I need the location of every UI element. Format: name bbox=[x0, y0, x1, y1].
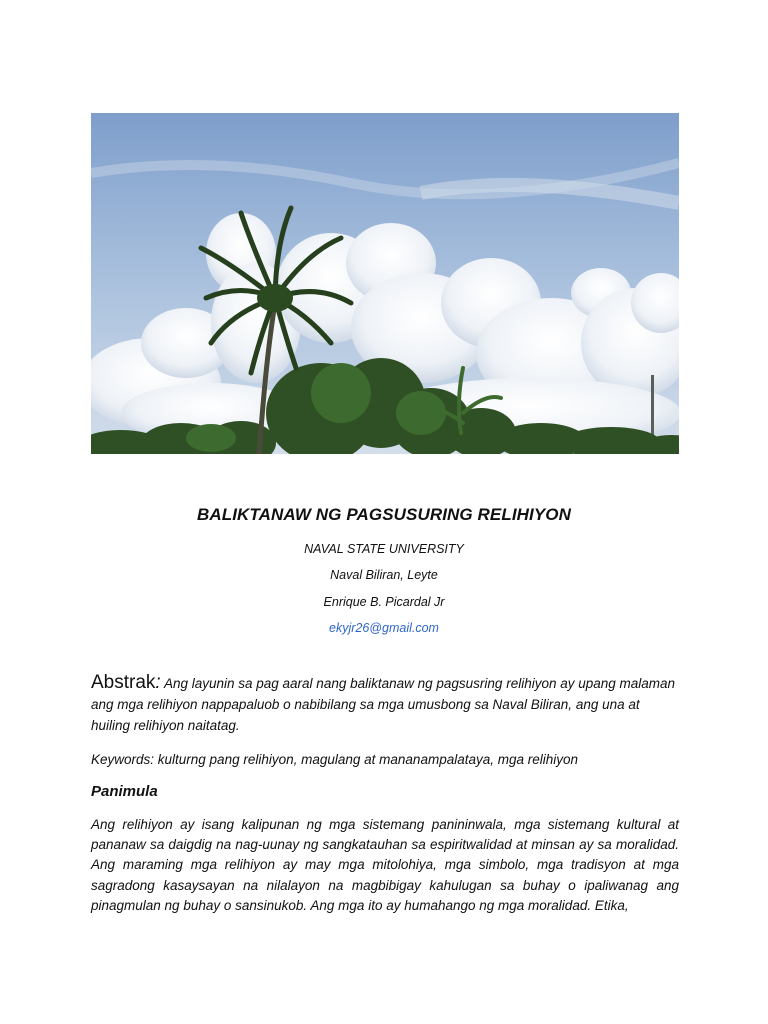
author-name: Enrique B. Picardal Jr bbox=[323, 595, 445, 609]
location: Naval Biliran, Leyte bbox=[330, 568, 438, 582]
abstract-separator: : bbox=[155, 672, 161, 693]
section-body: Ang relihiyon ay isang kalipunan ng mga sistemang panininwala, mga sistemang kultural at pananaw sa daigdig na nag-uunay ng sangkatauhan sa espiritwalidad at minsan ay sa moralidad. Ang maraming mga relihiyon ay may mga mitolohiya, mga simbolo, mga tradisyon at mga sagradong kasaysayan na nilalayon na magbibigay kahulugan sa buhay o ipaliwanag ang pinagmulan ng buhay o sansinukob. Ang mga ito ay humahango ng mga moralidad. Etika, bbox=[91, 817, 679, 913]
paper-title: BALIKTANAW NG PAGSUSURING RELIHIYON bbox=[196, 505, 572, 524]
palm-tree-sky-image bbox=[91, 113, 679, 454]
keywords-line: Keywords: kulturng pang relihiyon, magulang at mananampalataya, mga relihiyon bbox=[91, 752, 579, 767]
header-photo bbox=[91, 113, 679, 454]
abstract-label: Abstrak bbox=[91, 672, 156, 693]
abstract-paragraph bbox=[91, 672, 679, 736]
author-email-link[interactable]: ekyjr26@gmail.com bbox=[329, 621, 439, 635]
section-heading: Panimula bbox=[91, 783, 158, 800]
abstract-text: Ang layunin sa pag aaral nang baliktanaw ng pagsusring relihiyon ay upang malaman ang mga relihiyon nappapaluob o nabibilang sa mga umusbong sa Naval Biliran, ang una at huiling relihiyon naitatag. bbox=[91, 676, 676, 733]
institution: NAVAL STATE UNIVERSITY bbox=[304, 542, 464, 556]
